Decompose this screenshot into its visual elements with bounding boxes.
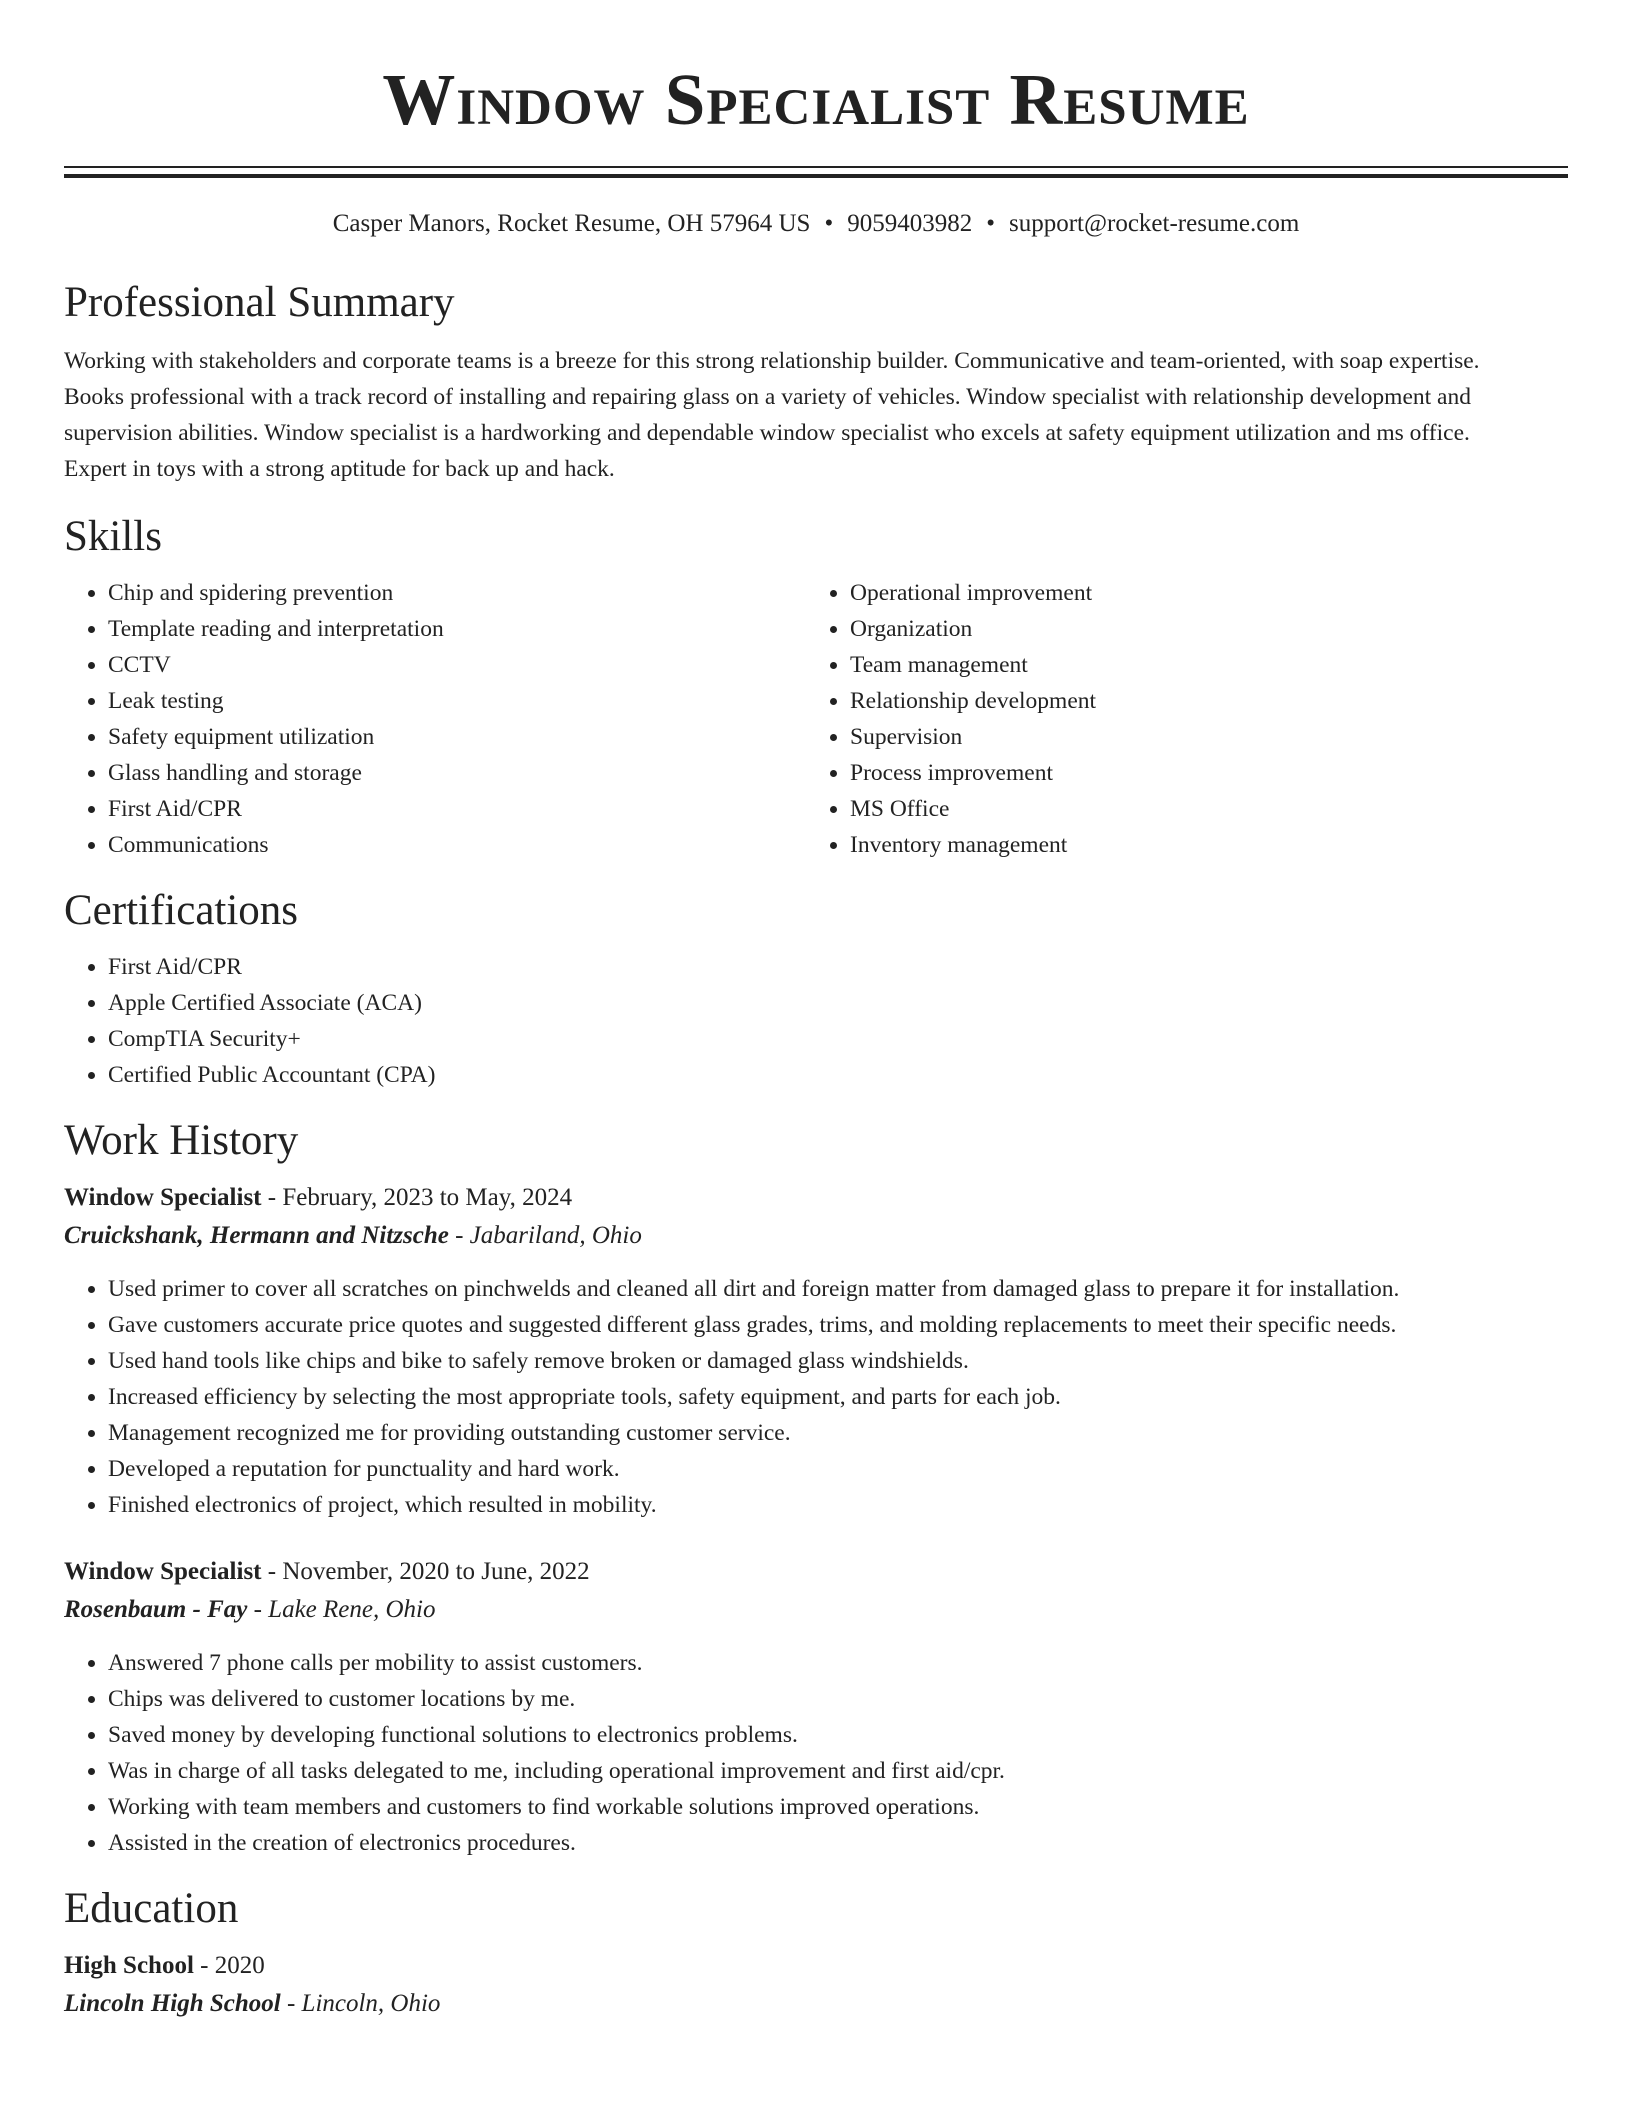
- skill-item: • Chip and spidering prevention: [108, 575, 806, 611]
- education-year: - 2020: [193, 1952, 265, 1979]
- education-location: - Lincoln, Ohio: [280, 1990, 441, 2017]
- job-location: - Lake Rene, Ohio: [247, 1596, 436, 1623]
- title-divider-thick: [64, 174, 1568, 178]
- contact-separator: •: [986, 210, 995, 237]
- resume-title: Window Specialist Resume: [382, 59, 1250, 140]
- education-degree: High School: [64, 1952, 194, 1979]
- job-bullet: • Was in charge of all tasks delegated to me, including operational improvement and first aid/cpr.: [108, 1753, 1568, 1789]
- contact-phone: 9059403982: [847, 210, 973, 237]
- skill-item: • Relationship development: [850, 683, 1096, 719]
- skill-item: • First Aid/CPR: [108, 791, 806, 827]
- skill-item: • Template reading and interpretation: [108, 611, 806, 647]
- job-company: Rosenbaum - Fay: [64, 1596, 248, 1623]
- skills-heading: Skills: [64, 513, 162, 560]
- certification-item: • CompTIA Security+: [108, 1021, 1568, 1057]
- skill-item: • Organization: [850, 611, 1096, 647]
- job-company-line: [64, 1217, 1568, 1255]
- certification-item: • Apple Certified Associate (ACA): [108, 985, 1568, 1021]
- certifications-list: [64, 949, 1568, 1093]
- job-bullet: • Gave customers accurate price quotes and suggested different glass grades, trims, and molding replacements to meet their specific needs.: [108, 1307, 1568, 1343]
- job-bullet: • Answered 7 phone calls per mobility to assist customers.: [108, 1645, 1568, 1681]
- skill-item: • Process improvement: [850, 755, 1096, 791]
- job-bullet: • Used hand tools like chips and bike to safely remove broken or damaged glass windshields.: [108, 1343, 1568, 1379]
- skill-item: • Operational improvement: [850, 575, 1096, 611]
- skill-item: • Safety equipment utilization: [108, 719, 806, 755]
- job-company: Cruickshank, Hermann and Nitzsche: [64, 1222, 449, 1249]
- job-bullet: • Saved money by developing functional solutions to electronics problems.: [108, 1717, 1568, 1753]
- job-dates: - February, 2023 to May, 2024: [261, 1184, 573, 1211]
- skill-item: • Glass handling and storage: [108, 755, 806, 791]
- education-degree-line: [64, 1947, 1568, 1985]
- contact-address: Casper Manors, Rocket Resume, OH 57964 US: [332, 210, 811, 237]
- job-bullet: • Used primer to cover all scratches on pinchwelds and cleaned all dirt and foreign matter from damaged glass to prepare it for installation.: [108, 1271, 1568, 1307]
- skills-columns: [64, 575, 1568, 863]
- skill-item: • Communications: [108, 827, 806, 863]
- certification-item: • First Aid/CPR: [108, 949, 1568, 985]
- skill-item: • Leak testing: [108, 683, 806, 719]
- contact-line: [64, 209, 1568, 239]
- skills-list-left: [64, 575, 806, 863]
- job-location: - Jabariland, Ohio: [448, 1222, 642, 1249]
- job-entry: [64, 1179, 1568, 1523]
- skills-list-right: [806, 575, 1096, 863]
- skill-item: • Inventory management: [850, 827, 1096, 863]
- job-title-line: [64, 1179, 1568, 1217]
- skill-item: • Supervision: [850, 719, 1096, 755]
- job-title-line: [64, 1553, 1568, 1591]
- certification-item: • Certified Public Accountant (CPA): [108, 1057, 1568, 1093]
- education-school: Lincoln High School: [64, 1990, 281, 2017]
- job-bullet: • Chips was delivered to customer locations by me.: [108, 1681, 1568, 1717]
- job-bullet: • Assisted in the creation of electronics procedures.: [108, 1825, 1568, 1861]
- job-company-line: [64, 1591, 1568, 1629]
- job-title: Window Specialist: [64, 1184, 262, 1211]
- job-bullet: • Increased efficiency by selecting the most appropriate tools, safety equipment, and parts for each job.: [108, 1379, 1568, 1415]
- job-bullet: • Management recognized me for providing outstanding customer service.: [108, 1415, 1568, 1451]
- job-bullets: [64, 1645, 1568, 1861]
- skill-item: • CCTV: [108, 647, 806, 683]
- job-entry: [64, 1553, 1568, 1861]
- skill-item: • Team management: [850, 647, 1096, 683]
- job-bullet: • Finished electronics of project, which resulted in mobility.: [108, 1487, 1568, 1523]
- contact-email: support@rocket-resume.com: [1008, 210, 1300, 237]
- education-heading: Education: [64, 1885, 239, 1932]
- summary-text: Working with stakeholders and corporate teams is a breeze for this strong relationship builder. Communicative and team-oriented, with soap expertise. Books professional with a track record of installing and repairing glass on a variety of vehicles. Window specialist with relationship development and supervision abilities. Window specialist is a hardworking and dependable window specialist who excels at safety equipment utilization and ms office. Expert in toys with a strong aptitude for back up and hack.: [64, 348, 1480, 482]
- summary-heading: Professional Summary: [64, 279, 455, 326]
- title-divider-thin: [64, 166, 1568, 168]
- certifications-heading: Certifications: [64, 887, 299, 934]
- job-bullets: [64, 1271, 1568, 1523]
- job-title: Window Specialist: [64, 1558, 262, 1585]
- job-dates: - November, 2020 to June, 2022: [261, 1558, 590, 1585]
- education-school-line: [64, 1985, 1568, 2023]
- work-history-heading: Work History: [64, 1117, 299, 1164]
- contact-separator: •: [824, 210, 834, 237]
- job-bullet: • Developed a reputation for punctuality and hard work.: [108, 1451, 1568, 1487]
- education-entry: [64, 1947, 1568, 2023]
- skill-item: • MS Office: [850, 791, 1096, 827]
- job-bullet: • Working with team members and customers to find workable solutions improved operations.: [108, 1789, 1568, 1825]
